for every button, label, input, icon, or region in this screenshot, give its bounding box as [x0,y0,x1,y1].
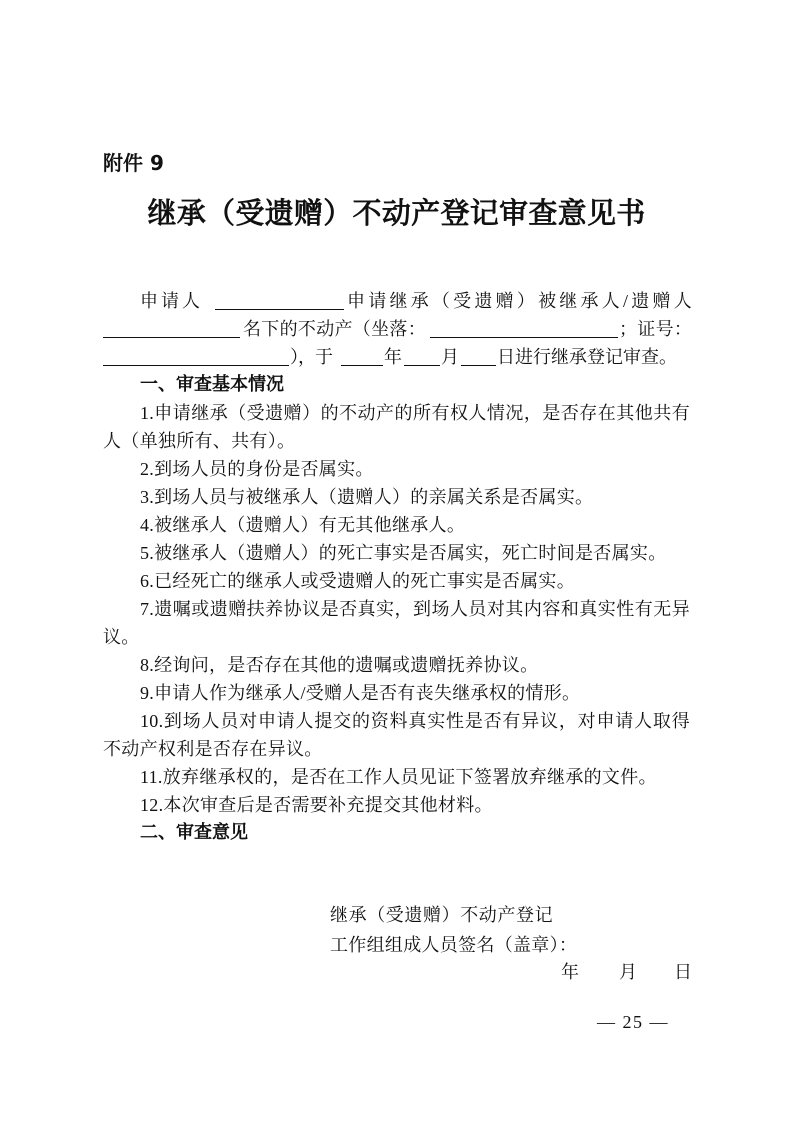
review-item-1-line-2: 人（单独所有、共有）。 [103,431,296,451]
review-item-9: 9.申请人作为继承人/受赠人是否有丧失继承权的情形。 [140,683,581,703]
intro-line1-text: 申请继承（受遗赠）被继承人/遗赠人 [347,291,692,311]
intro-line2-certificate-label: ；证号： [619,319,693,339]
review-item-1-line-1: 1.申请继承（受遗赠）的不动产的所有权人情况，是否存在其他共有 [140,403,690,423]
review-item-2: 2.到场人员的身份是否属实。 [140,459,374,479]
review-item-10-line-1: 10.到场人员对申请人提交的资料真实性是否有异议，对申请人取得 [140,711,690,731]
review-item-6: 6.已经死亡的继承人或受遗赠人的死亡事实是否属实。 [140,571,575,591]
section2-heading: 二、审查意见 [140,822,248,843]
signature-line-1: 继承（受遗赠）不动产登记 [330,905,554,925]
location-blank [430,315,618,338]
intro-line3-on-label: ），于 [290,347,332,367]
decedent-name-blank [103,315,240,338]
review-item-8: 8.经询问，是否存在其他的遗嘱或遗赠抚养协议。 [140,655,539,675]
year-blank [341,343,383,366]
review-item-7-line-1: 7.遗嘱或遗赠扶养协议是否真实，到场人员对其内容和真实性有无异 [140,599,690,619]
applicant-name-blank [215,287,344,310]
certificate-number-blank [103,343,289,366]
intro-line2-location-label: 名下的不动产（坐落： [243,319,426,339]
review-item-4: 4.被继承人（遗赠人）有无其他继承人。 [140,515,466,535]
attachment-label: 附件 9 [103,151,164,175]
document-title: 继承（受遗赠）不动产登记审查意见书 [147,196,646,230]
month-label: 月 [441,347,460,367]
applicant-label: 申请人 [140,291,203,311]
review-body [103,371,690,847]
month-blank [404,343,440,366]
review-item-3: 3.到场人员与被继承人（遗赠人）的亲属关系是否属实。 [140,487,594,507]
review-item-10-line-2: 不动产权利是否存在异议。 [103,739,323,759]
review-item-5: 5.被继承人（遗赠人）的死亡事实是否属实，死亡时间是否属实。 [140,543,667,563]
section1-heading: 一、审查基本情况 [140,374,284,395]
signature-line-2: 工作组组成人员签名（盖章）： [330,935,578,955]
year-label: 年 [384,347,403,367]
review-item-12: 12.本次审查后是否需要补充提交其他材料。 [140,795,493,815]
signature-year-label: 年 [561,962,580,982]
review-item-11: 11.放弃继承权的，是否在工作人员见证下签署放弃继承的文件。 [140,767,657,787]
intro-line3-review-text: 日进行继承登记审查。 [497,347,677,367]
review-item-7-line-2: 议。 [103,627,140,647]
page-number: — 25 — [597,1012,669,1032]
signature-day-label: 日 [674,962,693,982]
day-blank [461,343,496,366]
signature-month-label: 月 [619,962,638,982]
